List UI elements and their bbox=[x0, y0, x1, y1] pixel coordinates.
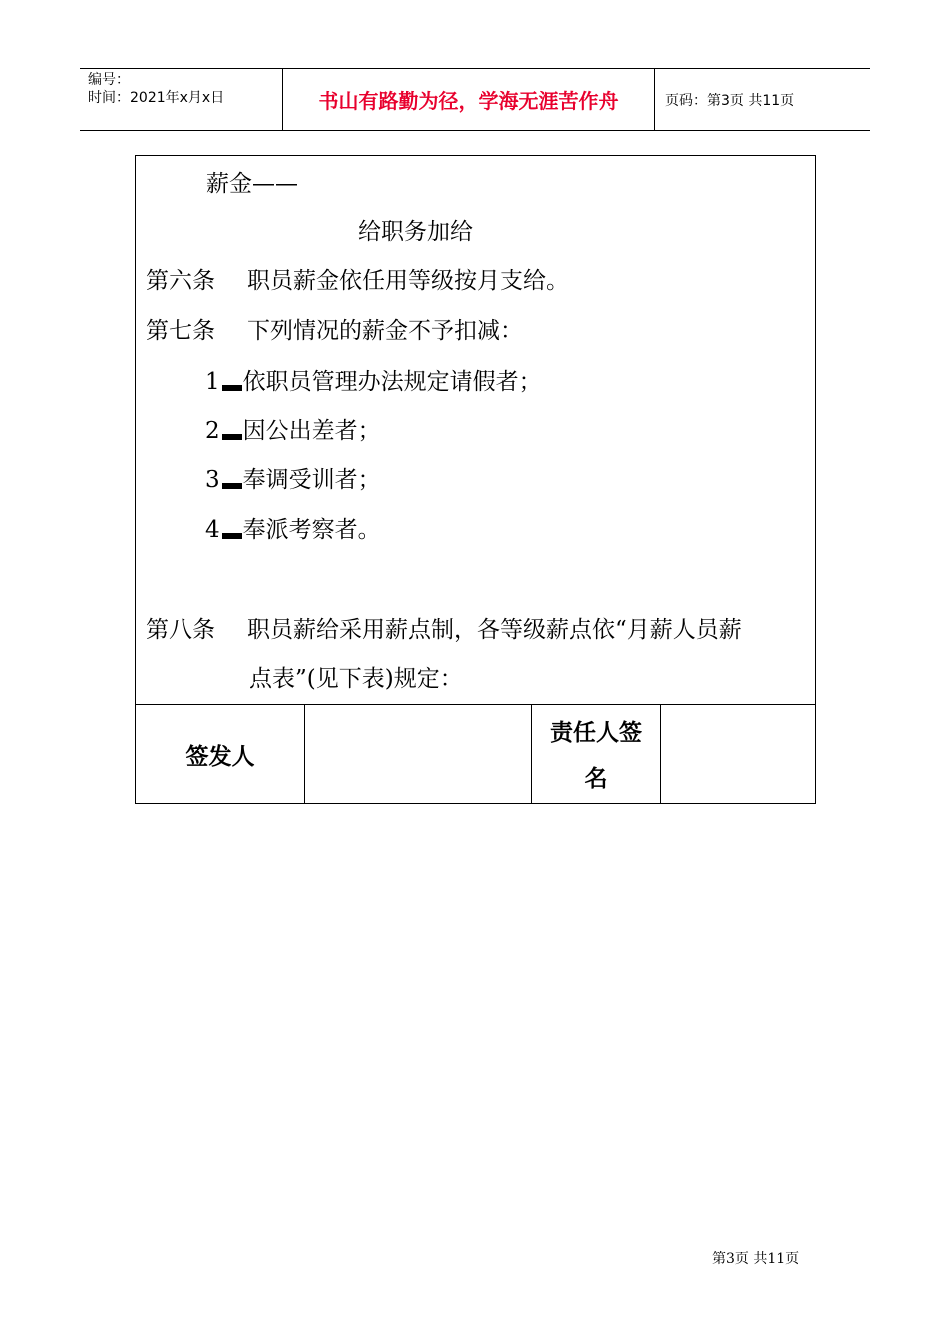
issuer-field[interactable] bbox=[305, 705, 532, 804]
document-date-label: 时间：2021年x月x日 bbox=[88, 90, 225, 106]
header-page-number: 页码：第3页 共11页 bbox=[665, 92, 795, 109]
list-item bbox=[205, 465, 381, 495]
list-marker-icon bbox=[222, 483, 242, 489]
signature-table bbox=[136, 704, 815, 804]
document-body bbox=[136, 156, 815, 704]
list-item-number: 2 bbox=[205, 418, 220, 444]
article-8-text-line1: 职员薪给采用薪点制，各等级薪点依“月薪人员薪 bbox=[247, 617, 742, 643]
list-item-text: 奉派考察者。 bbox=[242, 517, 381, 543]
article-7-text: 下列情况的薪金不予扣减： bbox=[247, 318, 523, 344]
list-item-number: 1 bbox=[205, 369, 220, 395]
section-title: 薪金—— bbox=[206, 171, 298, 197]
page-header bbox=[80, 68, 870, 131]
header-meta bbox=[80, 69, 282, 130]
list-marker-icon bbox=[222, 533, 242, 539]
article-7 bbox=[146, 316, 523, 346]
responsible-label-line2: 名 bbox=[584, 765, 608, 792]
responsible-signature-field[interactable] bbox=[661, 705, 815, 804]
list-item-text: 奉调受训者； bbox=[242, 467, 381, 493]
header-motto: 书山有路勤为径，学海无涯苦作舟 bbox=[282, 69, 655, 130]
list-marker-icon bbox=[222, 385, 242, 391]
section-subtitle: 给职务加给 bbox=[358, 219, 473, 245]
list-item-number: 3 bbox=[205, 467, 220, 493]
list-item bbox=[205, 367, 542, 397]
article-8-continuation: 点表”(见下表)规定： bbox=[249, 666, 463, 692]
article-6-text: 职员薪金依任用等级按月支给。 bbox=[247, 268, 569, 294]
document-content-box bbox=[135, 155, 816, 804]
list-item-text: 因公出差者； bbox=[242, 418, 381, 444]
responsible-label-line1: 责任人签 bbox=[550, 719, 642, 746]
article-6-label: 第六条 bbox=[146, 268, 215, 294]
list-item-text: 依职员管理办法规定请假者； bbox=[242, 369, 542, 395]
article-8-label: 第八条 bbox=[146, 617, 215, 643]
list-item bbox=[205, 416, 381, 446]
issuer-label: 签发人 bbox=[136, 705, 305, 804]
article-6 bbox=[146, 266, 569, 296]
responsible-signature-label bbox=[532, 705, 661, 804]
article-7-label: 第七条 bbox=[146, 318, 215, 344]
list-item-number: 4 bbox=[205, 517, 220, 543]
list-item bbox=[205, 515, 381, 545]
document-number-label: 编号： bbox=[88, 72, 130, 88]
page-footer: 第3页 共11页 bbox=[712, 1251, 800, 1267]
article-8 bbox=[146, 615, 742, 645]
list-marker-icon bbox=[222, 434, 242, 440]
